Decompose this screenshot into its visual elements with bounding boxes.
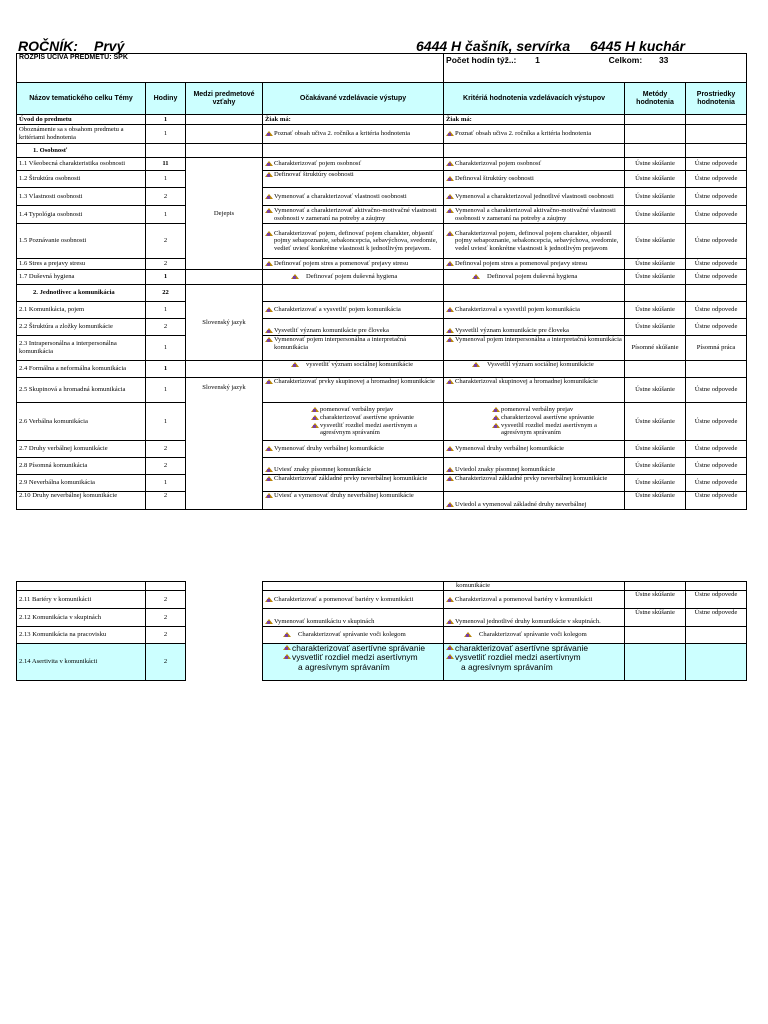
row-tema: 2.7 Druhy verbálnej komunikácie (17, 441, 146, 458)
row-vystup: Vymenovať a charakterizovať aktivačno-motivačné vlastnosti osobnosti v zameraní na potreby a záujmy (274, 206, 437, 222)
row-kriterium: Charakterizoval základné prvky neverbálnej komunikácie (455, 475, 608, 482)
row-vystup: Vymenovať a charakterizovať vlastnosti osobnosti (274, 192, 407, 200)
row-prostriedok: Ústne odpovede (686, 270, 747, 285)
bullet-icon (265, 618, 272, 625)
bullet-icon (492, 406, 499, 413)
row-prostriedok: Ústne odpovede (686, 609, 747, 627)
table-row (17, 259, 747, 270)
row-prostriedok: Ústne odpovede (686, 188, 747, 206)
table-row (17, 591, 747, 609)
row-kriterium: Definoval pojem stres a pomenoval prejavy stresu (455, 260, 588, 268)
bullet-icon (291, 273, 298, 280)
row-prostriedok: Ústne odpovede (686, 378, 747, 403)
row-metoda: Ústne skúšanie (625, 171, 686, 188)
bullet-icon (265, 260, 272, 267)
bullet-icon (265, 193, 272, 200)
row-kriterium: Charakterizovať správanie voči kolegom (479, 631, 587, 639)
row-prostriedok: Písomná práca (686, 336, 747, 361)
row-metoda: Ústne skúšanie (625, 492, 686, 510)
row-prostriedok: Ústne odpovede (686, 319, 747, 336)
bullet-icon (265, 492, 272, 499)
bullet-icon (265, 378, 272, 385)
row-hodiny: 1 (146, 171, 186, 188)
table-row (17, 627, 747, 644)
row-hodiny: 11 (146, 158, 186, 171)
row-tema: 2.12 Komunikácia v skupinách (17, 609, 146, 627)
row-tema: 1.5 Poznávanie osobnosti (17, 224, 146, 259)
hodin-label: Počet hodín týž..: (446, 55, 517, 65)
row-kriterium-3: a agresívnym správaním (461, 661, 553, 672)
row-tema: 2.3 Intrapersonálna a interpersonálna komunikácia (17, 336, 146, 361)
row-metoda: Ústne skúšanie (625, 591, 686, 609)
row-kriterium: Charakterizoval skupinovej a hromadnej komunikácie (455, 378, 598, 385)
rozpis-label: ROZPIS UČIVA PREDMETU: SPK (17, 54, 444, 83)
row-kriterium: Charakterizoval pojem, definoval pojem charakter, objasnil pojmy sebapoznanie, sebakoncepcia, sebavýchova, svedomie, vedel uviesť konkrétne vlastnosti k jednotlivým prejavom (455, 229, 619, 252)
row-prostriedok: Ústne odpovede (686, 403, 747, 441)
bullet-icon (311, 414, 318, 421)
row-kriterium: Vymenoval a charakterizoval aktivačno-motivačné vlastnosti osobnosti v zameraní na potreby a záujmy (455, 206, 616, 222)
col-metody: Metódy hodnotenia (625, 83, 686, 115)
celkom-value: 33 (658, 55, 669, 65)
hodin-value: 1 (535, 55, 540, 65)
row-prostriedok: Ústne odpovede (686, 492, 747, 510)
table-row (17, 492, 747, 510)
bullet-icon (446, 618, 453, 625)
bullet-icon (283, 631, 290, 638)
bullet-icon (265, 171, 272, 178)
col-medzi: Medzi predmetové vzťahy (186, 83, 263, 115)
row-metoda: Písomné skúšanie (625, 336, 686, 361)
row-vystup: Charakterizovať pojem, definovať pojem charakter, objasniť pojmy sebapoznanie, sebakoncepcia, sebavýchova, svedomie, vedieť uviesť konkrétne vlastnosti k jednotlivým prejavom. (274, 229, 438, 252)
row-kriterium: Vymenoval pojem interpersonálna a interpretačná komunikácia (455, 336, 622, 343)
bullet-icon (265, 130, 272, 137)
row-prostriedok: Ústne odpovede (686, 259, 747, 270)
row-hodiny: 1 (146, 403, 186, 441)
row-hodiny: 1 (146, 125, 186, 144)
table-row (17, 582, 747, 591)
row-prostriedok: Ústne odpovede (686, 302, 747, 319)
row-metoda: Ústne skúšanie (625, 206, 686, 224)
bullet-icon (265, 327, 272, 334)
row-medzi: Dejepis (186, 158, 263, 270)
table-row (17, 188, 747, 206)
row-metoda: Ústne skúšanie (625, 403, 686, 441)
row-tema: 1.4 Typológia osobnosti (17, 206, 146, 224)
bullet-icon (311, 422, 318, 429)
row-tema: 2.10 Druhy neverbálnej komunikácie (17, 492, 146, 510)
col-vystupy: Očakávané vzdelávacie výstupy (263, 83, 444, 115)
curriculum-table (16, 53, 747, 510)
row-hodiny: 2 (146, 259, 186, 270)
row-vystup: Poznať obsah učiva 2. ročníka a kritéria hodnotenia (274, 130, 411, 138)
row-hodiny: 1 (146, 378, 186, 403)
bullet-icon (265, 445, 272, 452)
row-tema: 2.9 Neverbálna komunikácia (17, 475, 146, 492)
bullet-icon (311, 406, 318, 413)
row-vystup: Charakterizovať správanie voči kolegom (298, 631, 406, 639)
row-hodiny: 2 (146, 644, 186, 681)
row-hodiny: 1 (146, 270, 186, 285)
bullet-icon (492, 414, 499, 421)
table-row (17, 270, 747, 285)
row-hodiny: 1 (146, 475, 186, 492)
row-kriterium-2: vysvetliť rozdiel medzi asertívnym (455, 652, 581, 663)
row-metoda: Ústne skúšanie (625, 475, 686, 492)
row-hodiny: 1 (146, 115, 186, 125)
row-hodiny: 2 (146, 224, 186, 259)
row-kriterium: Charakterizoval a pomenoval bariéry v komunikácii (455, 595, 593, 603)
section-row (17, 144, 747, 158)
bullet-icon (446, 306, 453, 313)
row-medzi: Slovenský jazyk (186, 285, 263, 361)
bullet-icon (446, 327, 453, 334)
table-row (17, 609, 747, 627)
celkom-label: Celkom: (608, 55, 643, 65)
row-vystup-2: vysvetliť rozdiel medzi asertívnym (292, 652, 418, 663)
row-vystup-3: vysvetliť rozdiel medzi asertívnym a agresívnym správaním (320, 421, 417, 437)
table-row (17, 336, 747, 361)
row-vystup: Charakterizovať pojem osobnosť (274, 160, 362, 168)
row-tema: 2.13 Komunikácia na pracovisku (17, 627, 146, 644)
row-tema: 2.1 Komunikácia, pojem (17, 302, 146, 319)
bullet-icon (265, 466, 272, 473)
row-metoda: Ústne skúšanie (625, 302, 686, 319)
row-kriterium: Vysvetlil význam komunikácie pre človeka (455, 327, 569, 335)
row-prostriedok: Ústne odpovede (686, 171, 747, 188)
row-tema: Oboznámenie sa s obsahom predmetu a kritériami hodnotenia (17, 125, 146, 144)
row-hodiny: 2 (146, 591, 186, 609)
row-tema: 2.5 Skupinová a hromadná komunikácia (17, 378, 146, 403)
hours-info (444, 54, 747, 83)
row-medzi: Slovenský jazyk (186, 378, 263, 510)
bullet-icon (446, 193, 453, 200)
col-kriteria: Kritériá hodnotenia vzdelávacích výstupov (444, 83, 625, 115)
bullet-icon (446, 596, 453, 603)
bullet-icon (446, 501, 453, 508)
subject-header-row (17, 54, 747, 83)
row-hodiny: 1 (146, 336, 186, 361)
row-vystup: Definovať štruktúry osobnosti (274, 171, 354, 178)
row-kriterium: Poznať obsah učiva 2. ročníka a kritéria hodnotenia (455, 130, 592, 138)
row-metoda: Ústne skúšanie (625, 224, 686, 259)
rocnik-value: Prvý (94, 38, 125, 54)
row-vystup-1: pomenovať verbálny prejav (320, 406, 394, 414)
bullet-icon (265, 160, 272, 167)
bullet-icon (492, 422, 499, 429)
row-vystup: Definovať pojem stres a pomenovať prejavy stresu (274, 260, 409, 268)
section-title: 1. Osobnosť (17, 144, 146, 158)
row-vystup: Charakterizovať a pomenovať bariéry v komunikácii (274, 595, 414, 603)
bullet-icon (446, 130, 453, 137)
table-row (17, 206, 747, 224)
row-metoda: Ústne skúšanie (625, 270, 686, 285)
row-tema: 1.6 Stres a prejavy stresu (17, 259, 146, 270)
row-vystup: Žiak má: (263, 115, 444, 125)
row-kriterium: Žiak má: (444, 115, 625, 125)
bullet-icon (265, 230, 272, 237)
row-kriterium: Vymenoval a charakterizoval jednotlivé vlastnosti osobnosti (455, 192, 614, 200)
table-row (17, 224, 747, 259)
row-metoda: Ústne skúšanie (625, 158, 686, 171)
row-metoda: Ústne skúšanie (625, 319, 686, 336)
row-kriterium: Charakterizoval a vysvetlil pojem komunikácia (455, 306, 580, 314)
row-kriterium-2: charakterizoval asertívne správanie (501, 413, 595, 421)
row-metoda: Ústne skúšanie (625, 458, 686, 475)
bullet-icon (283, 644, 290, 651)
bullet-icon (446, 336, 453, 343)
table-row (17, 115, 747, 125)
table-row (17, 441, 747, 458)
row-kriterium-1: charakterizovať asertívne správanie (455, 643, 589, 653)
row-metoda: Ústne skúšanie (625, 609, 686, 627)
row-tema: 2.8 Písomná komunikácia (17, 458, 146, 475)
row-kriterium: Charakterizoval pojem osobnosť (455, 160, 542, 168)
row-hodiny: 2 (146, 492, 186, 510)
table-row (17, 475, 747, 492)
row-metoda: Ústne skúšanie (625, 259, 686, 270)
row-kriterium: Vysvetlil význam sociálnej komunikácie (487, 361, 594, 368)
row-hodiny: 2 (146, 627, 186, 644)
row-prostriedok: Ústne odpovede (686, 591, 747, 609)
row-tema: 2.11 Bariéry v komunikácii (17, 591, 146, 609)
row-vystup: Definovať pojem duševná hygiena (306, 273, 398, 281)
bullet-icon (464, 631, 471, 638)
row-tema: 2.6 Verbálna komunikácia (17, 403, 146, 441)
table-row (17, 319, 747, 336)
row-kriterium-cont: komunikácie (444, 582, 625, 591)
row-tema: 1.1 Všeobecná charakteristika osobnosti (17, 158, 146, 171)
row-kriterium: Vymenoval jednotlivé druhy komunikácie v skupinách. (455, 618, 601, 626)
row-vystup: Vymenovať druhy verbálnej komunikácie (274, 445, 384, 453)
table-row (17, 158, 747, 171)
row-vystup: Charakterizovať a vysvetliť pojem komunikácia (274, 306, 401, 314)
row-prostriedok: Ústne odpovede (686, 206, 747, 224)
row-tema: 2.4 Formálna a neformálna komunikácia (17, 361, 146, 378)
row-vystup: Charakterizovať základné prvky neverbálnej komunikácie (274, 475, 428, 482)
bullet-icon (446, 475, 453, 482)
column-header-row (17, 83, 747, 115)
bullet-icon (446, 644, 453, 651)
bullet-icon (265, 596, 272, 603)
bullet-icon (446, 160, 453, 167)
row-vystup-2: charakterizovať asertívne správanie (320, 413, 414, 421)
bullet-icon (446, 466, 453, 473)
row-hodiny: 1 (146, 206, 186, 224)
row-hodiny: 2 (146, 188, 186, 206)
row-prostriedok: Ústne odpovede (686, 475, 747, 492)
row-tema: 2.14 Asertivita v komunikácii (17, 644, 146, 681)
row-kriterium: Definoval pojem duševná hygiena (487, 273, 578, 281)
row-hodiny: 2 (146, 319, 186, 336)
section-hodiny: 22 (146, 285, 186, 302)
table-row (17, 302, 747, 319)
bullet-icon (265, 336, 272, 343)
row-tema: 1.3 Vlastnosti osobnosti (17, 188, 146, 206)
bullet-icon (265, 306, 272, 313)
row-prostriedok: Ústne odpovede (686, 441, 747, 458)
bullet-icon (472, 273, 479, 280)
section-row (17, 285, 747, 302)
row-hodiny: 1 (146, 361, 186, 378)
row-vystup: Vysvetliť význam komunikácie pre človeka (274, 327, 389, 335)
section-title: 2. Jednotlivec a komunikácia (17, 285, 146, 302)
row-vystup-3: a agresívnym správaním (298, 661, 390, 672)
program-1: 6444 H čašník, servírka (416, 38, 571, 54)
row-tema: 2.2 Štruktúra a zložky komunikácie (17, 319, 146, 336)
table-row (17, 403, 747, 441)
bullet-icon (472, 361, 479, 368)
bullet-icon (265, 475, 272, 482)
row-prostriedok: Ústne odpovede (686, 224, 747, 259)
row-kriterium: Uviedol a vymenoval základné druhy neverbálnej (455, 501, 587, 509)
table-row (17, 125, 747, 144)
row-hodiny: 2 (146, 609, 186, 627)
col-hodiny: Hodiny (146, 83, 186, 115)
row-prostriedok: Ústne odpovede (686, 458, 747, 475)
program-2: 6445 H kuchár (590, 38, 685, 54)
row-kriterium: Definoval štruktúry osobnosti (455, 175, 534, 183)
row-vystup: Vymenovať pojem interpersonálna a interpretačná komunikácia (274, 336, 407, 351)
rocnik-label: ROČNÍK: (18, 38, 78, 54)
row-kriterium-1: pomenoval verbálny prejav (501, 406, 574, 414)
table-row (17, 644, 747, 681)
bullet-icon (283, 653, 290, 660)
bullet-icon (446, 260, 453, 267)
row-prostriedok: Ústne odpovede (686, 158, 747, 171)
bullet-icon (446, 445, 453, 452)
bullet-icon (446, 230, 453, 237)
table-row (17, 458, 747, 475)
row-hodiny: 2 (146, 441, 186, 458)
bullet-icon (446, 207, 453, 214)
row-tema: 1.7 Duševná hygiena (17, 270, 146, 285)
row-tema: Úvod do predmetu (17, 115, 146, 125)
row-metoda: Ústne skúšanie (625, 441, 686, 458)
row-metoda: Ústne skúšanie (625, 188, 686, 206)
row-tema: 1.2 Štruktúra osobnosti (17, 171, 146, 188)
bullet-icon (446, 175, 453, 182)
bullet-icon (265, 207, 272, 214)
table-row (17, 378, 747, 403)
table-row (17, 361, 747, 378)
row-vystup-1: charakterizovať asertívne správanie (292, 643, 426, 653)
row-hodiny: 1 (146, 302, 186, 319)
row-kriterium-3: vysvetlil rozdiel medzi asertívnym a agresívnym správaním (501, 421, 597, 437)
bullet-icon (446, 653, 453, 660)
row-kriterium: Uviedol znaky písomnej komunikácie (455, 466, 556, 474)
row-metoda: Ústne skúšanie (625, 378, 686, 403)
row-vystup: vysvetliť význam sociálnej komunikácie (306, 361, 414, 368)
col-tema: Názov tematického celku Témy (17, 83, 146, 115)
bullet-icon (291, 361, 298, 368)
row-kriterium: Vymenoval druhy verbálnej komunikácie (455, 445, 564, 453)
curriculum-table-continued (16, 581, 747, 681)
bullet-icon (446, 378, 453, 385)
row-hodiny: 2 (146, 458, 186, 475)
row-vystup: Charakterizovať prvky skupinovej a hromadnej komunikácie (274, 378, 435, 385)
row-vystup: Uviesť znaky písomnej komunikácie (274, 466, 372, 474)
row-vystup: Uviesť a vymenovať druhy neverbálnej komunikácie (274, 492, 414, 499)
table-row (17, 171, 747, 188)
row-vystup: Vymenovať komunikáciu v skupinách (274, 618, 375, 626)
col-prostriedky: Prostriedky hodnotenia (686, 83, 747, 115)
